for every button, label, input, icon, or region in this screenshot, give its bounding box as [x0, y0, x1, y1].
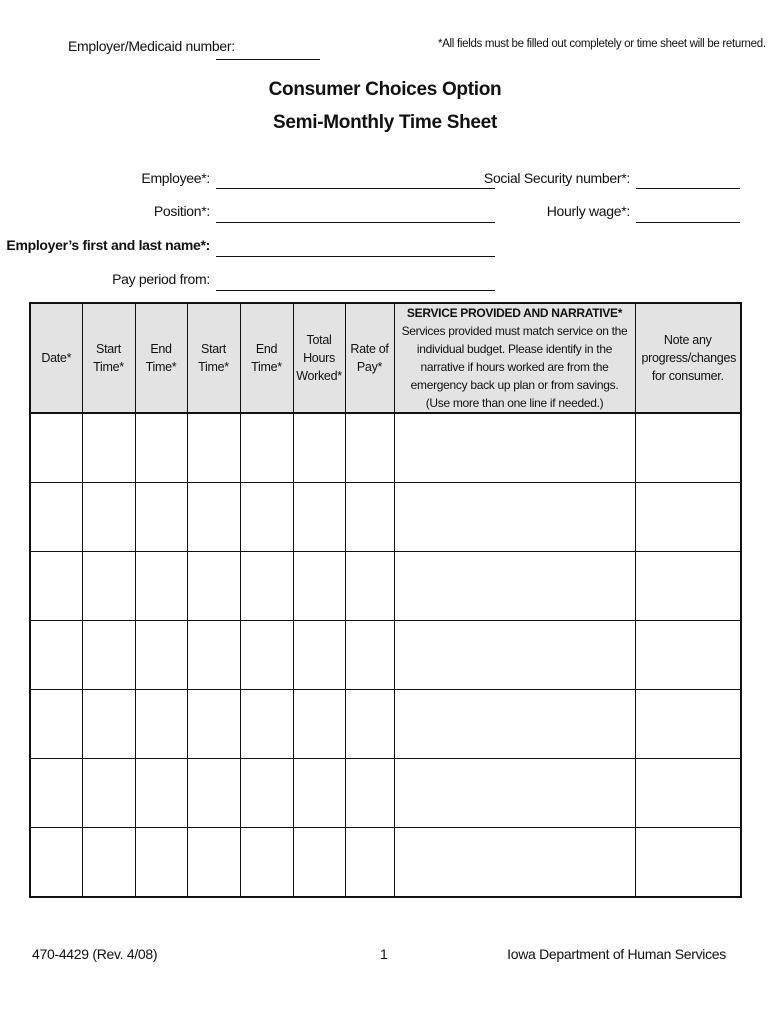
- cell-service-narrative[interactable]: [394, 552, 635, 621]
- cell-end-time-1[interactable]: [135, 828, 187, 898]
- col-end-time-2-label: End Time*: [251, 342, 282, 374]
- cell-end-time-1[interactable]: [135, 621, 187, 690]
- col-start-time-2: [187, 303, 240, 413]
- col-total-hours: [293, 303, 345, 413]
- cell-start-time-2[interactable]: [187, 828, 240, 898]
- pay-period-label: Pay period from:: [112, 271, 210, 287]
- col-notes: [635, 303, 741, 413]
- cell-start-time-1[interactable]: [82, 552, 135, 621]
- form-subtitle: Semi-Monthly Time Sheet: [273, 112, 497, 133]
- employer-name-label: Employer’s first and last name*:: [6, 237, 210, 253]
- cell-notes[interactable]: [635, 413, 741, 483]
- cell-start-time-2[interactable]: [187, 621, 240, 690]
- narrative-instructions: Services provided must match service on the individual budget. Please identify in the narrative if hours worked are from the emergency back up plan or from savings. (Use more than one line if needed.): [401, 324, 628, 410]
- cell-date[interactable]: [30, 621, 82, 690]
- cell-end-time-2[interactable]: [240, 621, 293, 690]
- required-fields-notice: *All fields must be filled out completely or time sheet will be returned.: [438, 38, 766, 50]
- cell-start-time-1[interactable]: [82, 759, 135, 828]
- cell-service-narrative[interactable]: [394, 759, 635, 828]
- cell-start-time-1[interactable]: [82, 483, 135, 552]
- cell-end-time-2[interactable]: [240, 759, 293, 828]
- cell-end-time-1[interactable]: [135, 483, 187, 552]
- form-number: 470-4429 (Rev. 4/08): [32, 946, 158, 962]
- cell-end-time-1[interactable]: [135, 759, 187, 828]
- cell-date[interactable]: [30, 759, 82, 828]
- hourly-wage-field[interactable]: [636, 222, 740, 223]
- cell-end-time-2[interactable]: [240, 483, 293, 552]
- col-date: Date*: [30, 303, 82, 413]
- table-row: [30, 690, 741, 759]
- col-rate-of-pay-label: Rate of Pay*: [350, 342, 389, 374]
- ssn-field[interactable]: [636, 188, 740, 189]
- ssn-label: Social Security number*:: [483, 170, 630, 186]
- cell-rate-of-pay[interactable]: [345, 621, 394, 690]
- cell-rate-of-pay[interactable]: [345, 759, 394, 828]
- cell-end-time-2[interactable]: [240, 413, 293, 483]
- cell-date[interactable]: [30, 413, 82, 483]
- cell-end-time-2[interactable]: [240, 828, 293, 898]
- cell-rate-of-pay[interactable]: [345, 413, 394, 483]
- form-title: Consumer Choices Option: [268, 79, 502, 100]
- cell-start-time-1[interactable]: [82, 690, 135, 759]
- cell-start-time-2[interactable]: [187, 759, 240, 828]
- table-row: [30, 828, 741, 898]
- cell-start-time-1[interactable]: [82, 828, 135, 898]
- col-end-time-1-label: End Time*: [145, 342, 177, 374]
- cell-service-narrative[interactable]: [394, 413, 635, 483]
- cell-start-time-2[interactable]: [187, 552, 240, 621]
- cell-rate-of-pay[interactable]: [345, 552, 394, 621]
- cell-service-narrative[interactable]: [394, 690, 635, 759]
- employee-label: Employee*:: [141, 170, 210, 186]
- cell-service-narrative[interactable]: [394, 483, 635, 552]
- cell-start-time-2[interactable]: [187, 413, 240, 483]
- cell-total-hours[interactable]: [293, 828, 345, 898]
- cell-notes[interactable]: [635, 552, 741, 621]
- cell-date[interactable]: [30, 690, 82, 759]
- table-row: [30, 483, 741, 552]
- col-total-hours-label: Total Hours Worked*: [296, 333, 342, 383]
- cell-service-narrative[interactable]: [394, 828, 635, 898]
- cell-total-hours[interactable]: [293, 690, 345, 759]
- cell-end-time-2[interactable]: [240, 690, 293, 759]
- col-notes-label: Note any progress/changes for consumer.: [641, 333, 737, 383]
- cell-notes[interactable]: [635, 621, 741, 690]
- cell-start-time-2[interactable]: [187, 483, 240, 552]
- agency-name: Iowa Department of Human Services: [507, 946, 726, 962]
- page-number: 1: [380, 946, 388, 962]
- cell-notes[interactable]: [635, 690, 741, 759]
- cell-end-time-1[interactable]: [135, 413, 187, 483]
- employee-field[interactable]: [216, 188, 495, 189]
- cell-date[interactable]: [30, 552, 82, 621]
- cell-total-hours[interactable]: [293, 413, 345, 483]
- cell-end-time-1[interactable]: [135, 552, 187, 621]
- cell-rate-of-pay[interactable]: [345, 828, 394, 898]
- cell-end-time-2[interactable]: [240, 552, 293, 621]
- cell-service-narrative[interactable]: [394, 621, 635, 690]
- employer-medicaid-label: Employer/Medicaid number:: [68, 38, 235, 54]
- employer-name-field[interactable]: [216, 256, 495, 257]
- position-field[interactable]: [216, 222, 495, 223]
- cell-rate-of-pay[interactable]: [345, 483, 394, 552]
- hourly-wage-label: Hourly wage*:: [546, 203, 630, 219]
- cell-total-hours[interactable]: [293, 759, 345, 828]
- col-start-time-2-label: Start Time*: [198, 342, 229, 374]
- col-rate-of-pay: [345, 303, 394, 413]
- position-label: Position*:: [153, 203, 210, 219]
- time-sheet-table: [29, 302, 742, 898]
- table-row: [30, 759, 741, 828]
- table-header-row: [30, 303, 741, 413]
- cell-start-time-2[interactable]: [187, 690, 240, 759]
- cell-start-time-1[interactable]: [82, 413, 135, 483]
- cell-end-time-1[interactable]: [135, 690, 187, 759]
- col-end-time-1: [135, 303, 187, 413]
- pay-period-field[interactable]: [216, 290, 495, 291]
- col-service-narrative: [394, 303, 635, 413]
- table-row: [30, 621, 741, 690]
- table-row: [30, 552, 741, 621]
- employer-medicaid-field[interactable]: [216, 59, 320, 60]
- cell-date[interactable]: [30, 828, 82, 898]
- col-end-time-2: [240, 303, 293, 413]
- table-row: [30, 413, 741, 483]
- cell-total-hours[interactable]: [293, 552, 345, 621]
- cell-date[interactable]: [30, 483, 82, 552]
- cell-notes[interactable]: [635, 828, 741, 898]
- col-start-time-1: [82, 303, 135, 413]
- narrative-heading: SERVICE PROVIDED AND NARRATIVE*: [406, 306, 623, 320]
- cell-notes[interactable]: [635, 483, 741, 552]
- cell-rate-of-pay[interactable]: [345, 690, 394, 759]
- cell-notes[interactable]: [635, 759, 741, 828]
- col-start-time-1-label: Start Time*: [93, 342, 124, 374]
- cell-total-hours[interactable]: [293, 621, 345, 690]
- cell-start-time-1[interactable]: [82, 621, 135, 690]
- cell-total-hours[interactable]: [293, 483, 345, 552]
